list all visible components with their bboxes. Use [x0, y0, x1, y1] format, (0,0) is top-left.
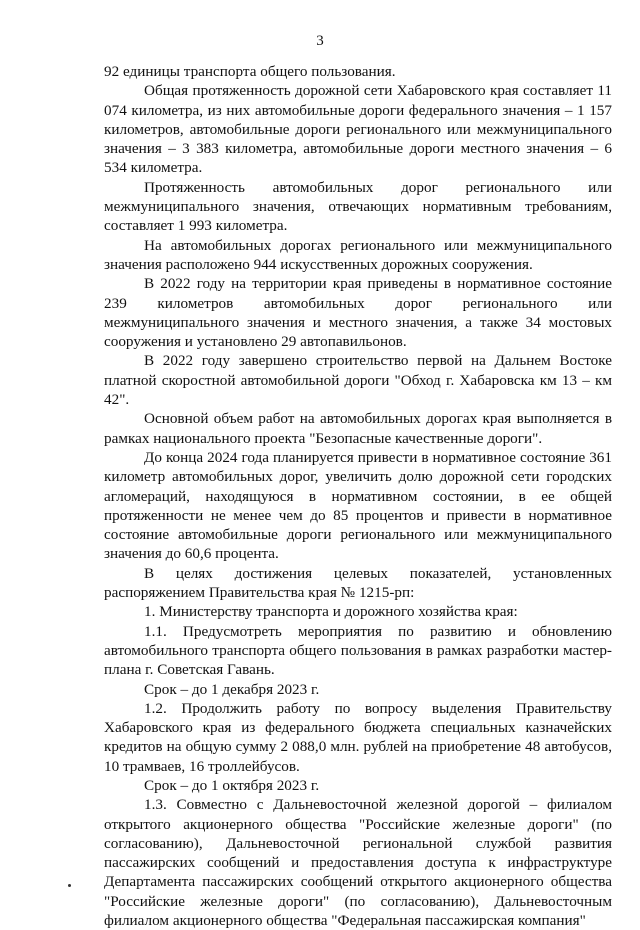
paragraph: Общая протяженность дорожной сети Хабаровского края составляет 11 074 километра, из них автомобильные дороги федерального значения – 1 157 километров, автомобильные дороги регионального или межмуниципального значения – 3 383 километра, автомобильные дороги местного значения – 6 534 километра. — [104, 82, 612, 177]
paragraph: Протяженность автомобильных дорог регионального или межмуниципального значения, отвечающих нормативным требованиям, составляет 1 993 километра. — [104, 178, 612, 235]
paragraph: 1.3. Совместно с Дальневосточной железной дорогой – филиалом открытого акционерного общества "Российские железные дороги" (по согласованию), Дальневосточной региональной службой развития пассажирских сообщений и предоставления доступа к инфраструктуре Департамента пассажирских сообщений открытого акционерного общества "Российские железные дороги" (по согласованию), Дальневосточным филиалом акционерного общества "Федеральная пассажирская компания" — [104, 796, 612, 930]
paragraph: В целях достижения целевых показателей, установленных распоряжением Правительства края № 1215-рп: — [104, 564, 612, 602]
page-number: 3 — [316, 33, 324, 49]
paragraph: 1.2. Продолжить работу по вопросу выделения Правительству Хабаровского края из федерального бюджета специальных казначейских кредитов на общую сумму 2 088,0 млн. рублей на приобретение 48 автобусов, 10 трамваев, 16 троллейбусов. — [104, 699, 612, 775]
paragraph: 1.1. Предусмотреть мероприятия по развитию и обновлению автомобильного транспорта общего пользования в рамках разработки мастер-плана г. Советская Гавань. — [104, 622, 612, 679]
paragraph: 1. Министерству транспорта и дорожного хозяйства края: — [144, 603, 518, 621]
paragraph: На автомобильных дорогах регионального или межмуниципального значения расположено 944 искусственных дорожных сооружения. — [104, 236, 612, 273]
paragraph: Срок – до 1 декабря 2023 г. — [144, 680, 320, 698]
paragraph: В 2022 году на территории края приведены в нормативное состояние 239 километров автомобильных дорог регионального или межмуниципального значения и местного значения, а также 34 мостовых сооружения и установлено 29 автопавильонов. — [104, 275, 612, 351]
paragraph: Срок – до 1 октября 2023 г. — [144, 776, 320, 794]
paragraph: До конца 2024 года планируется привести в нормативное состояние 361 километр автомобильных дорог, увеличить долю дорожной сети городских агломераций, находящуюся в нормативном состоянии, в ее общей протяженности не менее чем до 85 процентов и привести в нормативное состояние автомобильные дороги регионального или межмуниципального значения до 60,6 процента. — [104, 448, 612, 563]
paragraph: В 2022 году завершено строительство первой на Дальнем Востоке платной скоростной автомобильной дороги "Обход г. Хабаровска км 13 – км 42". — [104, 352, 612, 409]
paragraph: Основной объем работ на автомобильных дорогах края выполняется в рамках национального проекта "Безопасные качественные дороги". — [104, 410, 612, 447]
scan-speck — [68, 884, 71, 887]
paragraph: 92 единицы транспорта общего пользования. — [104, 63, 396, 80]
document-body — [104, 62, 612, 930]
